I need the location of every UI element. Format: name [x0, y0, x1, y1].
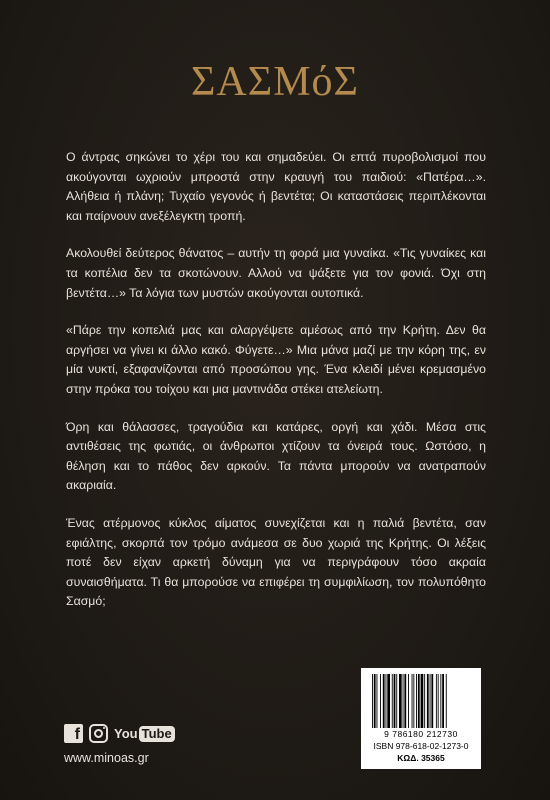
instagram-icon[interactable]	[89, 724, 108, 743]
publisher-website[interactable]: www.minoas.gr	[64, 751, 149, 765]
youtube-icon[interactable]	[114, 726, 175, 742]
barcode-bar	[383, 674, 385, 728]
barcode-bar	[436, 674, 437, 728]
barcode-bar	[377, 674, 378, 728]
youtube-tube-text: Tube	[139, 726, 175, 742]
barcode-bar	[394, 674, 396, 728]
blurb-paragraph-2: Ακολουθεί δεύτερος θάνατος – αυτήν τη φορά μια γυναίκα. «Τις γυναίκες και τα κοπέλια δεν τα σκοτώνουν. Αλλού να ψάξετε για τον φονιά. Όχι στη βεντέτα…» Τα λόγια των μυστών ακούγονται ουτοπικά.	[66, 246, 486, 300]
barcode-bar	[374, 674, 376, 728]
youtube-you-text: You	[114, 726, 138, 741]
barcode-bar	[396, 674, 397, 728]
barcode-bar	[408, 674, 409, 728]
blurb-paragraph-5: Ένας ατέρμονος κύκλος αίματος συνεχίζεται και η παλιά βεντέτα, σαν εφιάλτης, σκορπά τον τρόμο ανάμεσα σε δυο χωριά της Κρήτης. Οι λέξεις ποτέ δεν είχαν αρκετή δύναμη για να περιγράφουν τόσο ακραία συναισθήματα. Τι θα μπορούσε να επιφέρει τη συμφιλίωση, τον πολυπόθητο Σασμό;	[66, 515, 486, 609]
isbn-number: ISBN 978-618-02-1273-0	[373, 741, 469, 751]
blurb-paragraph-3: «Πάρε την κοπελιά μας και αλαργέψετε αμέσως από την Κρήτη. Δεν θα αργήσει να γίνει κι άλλο κακό. Φύγετε…» Μια μάνα μαζί με την κόρη της, εν μία νυκτί, εξαφανίζονται από προσώπου γης. Ένα κλειδί μένει κρεμασμένο στην πρόκα του τοίχου και μια μαντινάδα στέκει ατελείωτη.	[66, 323, 486, 396]
barcode-bar	[424, 674, 425, 728]
book-title: ΣΑΣΜόΣ	[190, 59, 359, 105]
barcode-bar	[440, 674, 441, 728]
blurb-paragraph-1: Ο άντρας σηκώνει το χέρι του και σημαδεύει. Οι επτά πυροβολισμοί που ακούγονται ωχριούν μπροστά στην κραυγή του παιδιού: «Πατέρα…». Αλήθεια ή πλάνη; Τυχαίο γεγονός ή βεντέτα; Οι καταστάσεις περιπλέκονται και παίρνουν ανεξέλεγκτη τροπή.	[66, 150, 486, 223]
barcode-bar	[404, 674, 406, 728]
barcode-bar	[416, 674, 417, 728]
barcode-digits: 9 786180 212730	[384, 729, 458, 739]
barcode-bar	[372, 674, 373, 728]
barcode-bar	[392, 674, 393, 728]
barcode-label	[361, 668, 481, 769]
product-code: ΚΩΔ. 35365	[397, 753, 445, 763]
barcode-bar	[446, 674, 447, 728]
barcode-bar	[430, 674, 431, 728]
barcode-bar	[399, 674, 402, 728]
barcode-bar	[427, 674, 429, 728]
barcode-bar	[403, 674, 404, 728]
barcode-bar	[387, 674, 390, 728]
barcode-bar	[380, 674, 381, 728]
social-links	[64, 724, 175, 743]
barcode-bar	[413, 674, 414, 728]
barcode-bar	[438, 674, 439, 728]
barcode-bar	[418, 674, 420, 728]
barcode-bar	[431, 674, 433, 728]
barcode-bar	[386, 674, 387, 728]
barcode-bar	[442, 674, 444, 728]
isbn-barcode	[368, 674, 474, 728]
blurb-paragraph-4: Όρη και θάλασσες, τραγούδια και κατάρες, οργή και χάδι. Μέσα στις αντιθέσεις της φωτιάς, οι άνθρωποι χτίζουν τα όνειρά τους. Ωστόσο, η θέληση και το πάθος δεν αρκούν. Τα πάντα μπορούν να ανατραπούν ακαριαία.	[66, 419, 486, 493]
facebook-icon[interactable]: f	[64, 724, 83, 743]
barcode-bar	[421, 674, 424, 728]
back-cover-blurb	[66, 148, 486, 630]
barcode-bar	[412, 674, 413, 728]
